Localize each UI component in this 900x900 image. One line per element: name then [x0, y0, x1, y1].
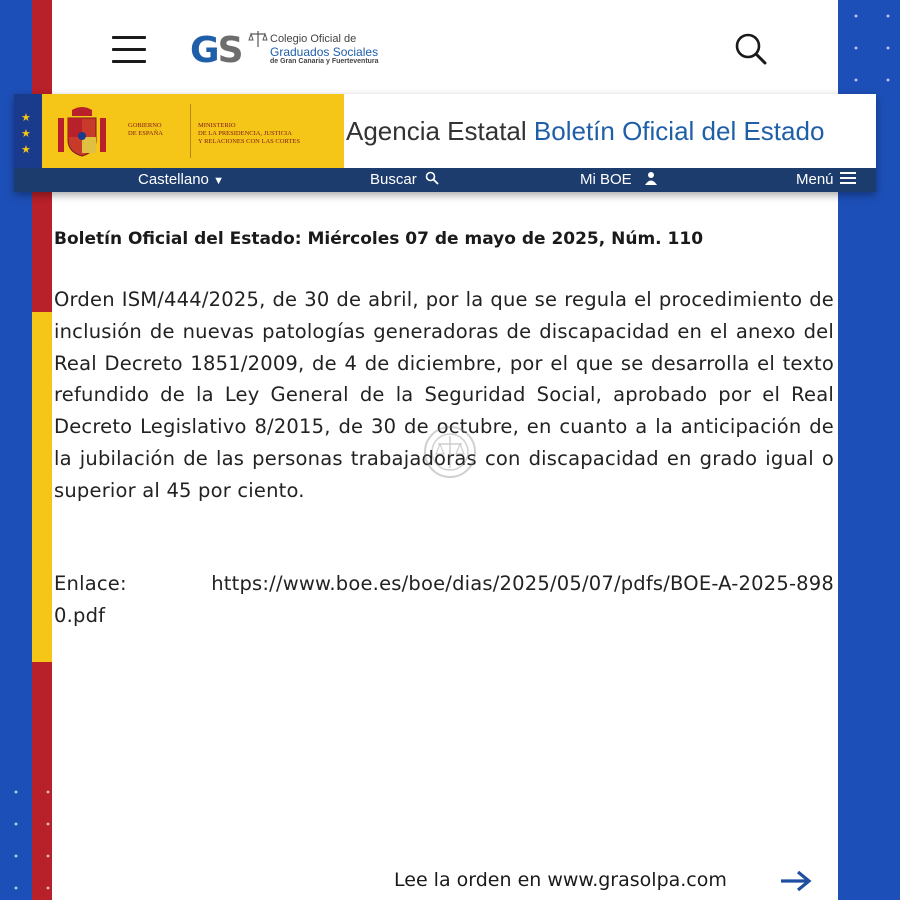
article-link	[54, 568, 834, 632]
nav-menu[interactable]: Menú	[796, 171, 856, 188]
divider	[190, 104, 191, 158]
watermark-seal-icon	[422, 424, 478, 480]
search-icon[interactable]	[734, 32, 768, 66]
nav-my-boe[interactable]: Mi BOE	[580, 171, 658, 188]
ministry-label: MINISTERIO DE LA PRESIDENCIA, JUSTICIA Y RELACIONES CON LAS CORTES	[198, 122, 300, 145]
hamburger-icon[interactable]	[112, 36, 146, 64]
eu-flag-strip: ★ ★ ★	[14, 94, 42, 168]
coat-of-arms-icon	[54, 104, 110, 160]
boe-banner-header	[14, 94, 876, 168]
logo-line-3: de Gran Canaria y Fuerteventura	[270, 58, 379, 66]
user-icon	[644, 171, 658, 185]
flag-stripe-yellow	[32, 312, 52, 662]
top-bar	[52, 0, 838, 95]
government-label: GOBIERNO DE ESPAÑA	[128, 122, 163, 137]
article-body: Orden ISM/444/2025, de 30 de abril, por la que se regula el procedimiento de inclusión de nuevas patologías generadoras de discapacidad en el anexo del Real Decreto 1851/2009, de 4 de diciembre, por el que se desarrolla el texto refundido de la Ley General de la Seguridad Social, aprobado por el Real Decreto Legislativo 8/2015, de 30 de octubre, en cuanto a la anticipación de la jubilación de las personas trabajadoras con discapacidad en grado igual o superior al 45 por ciento.	[54, 288, 834, 502]
logo-mark: GS	[190, 30, 242, 71]
menu-lines-icon	[840, 171, 856, 185]
government-block[interactable]	[42, 94, 344, 168]
scales-icon	[248, 30, 268, 48]
agency-name: Boletín Oficial del Estado	[533, 116, 825, 146]
caret-down-icon: ▼	[213, 175, 224, 187]
footer-cta[interactable]: Lee la orden en www.grasolpa.com	[394, 869, 727, 891]
nav-search[interactable]: Buscar	[370, 171, 439, 188]
nav-language[interactable]: Castellano ▼	[138, 171, 224, 188]
college-logo[interactable]	[190, 28, 410, 74]
arrow-right-icon[interactable]	[780, 870, 812, 892]
agency-prefix: Agencia Estatal	[346, 116, 527, 146]
agency-title[interactable]	[346, 116, 824, 147]
boe-nav-bar	[14, 168, 876, 192]
logo-line-1: Colegio Oficial de	[270, 33, 357, 45]
article-title: Boletín Oficial del Estado: Miércoles 07 de mayo de 2025, Núm. 110	[54, 229, 704, 249]
magnifier-icon	[425, 171, 439, 185]
logo-line-2: Graduados Sociales	[270, 44, 379, 59]
boe-banner	[14, 94, 876, 192]
link-url[interactable]: https://www.boe.es/boe/dias/2025/05/07/pdfs/BOE-A-2025-8980.pdf	[54, 572, 835, 627]
link-label: Enlace:	[54, 572, 127, 595]
